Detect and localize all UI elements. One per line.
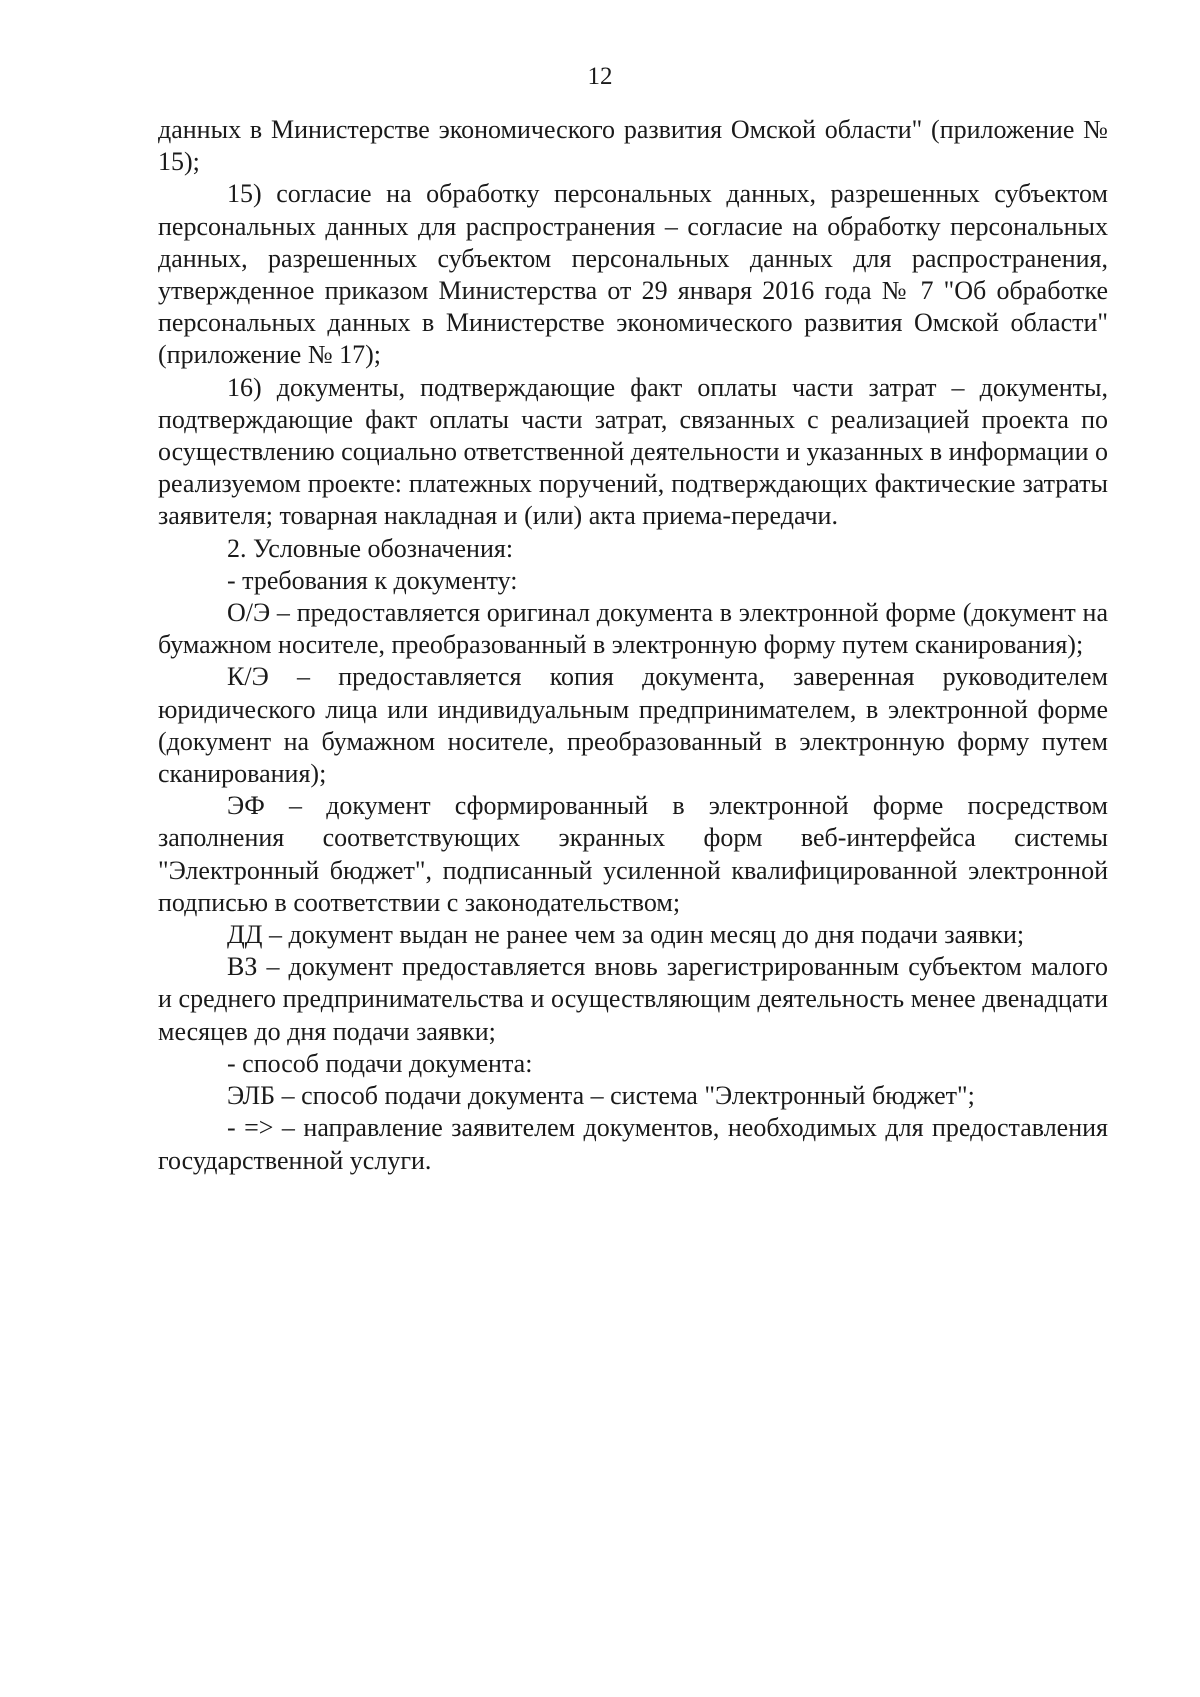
subheading-document-requirements: - требования к документу:: [227, 565, 518, 595]
page-number: 12: [587, 63, 613, 90]
legend-item-oe: О/Э – предоставляется оригинал документа в электронной форме (документ на бумажном носителе, преобразованный в электронную форму путем сканирования);: [158, 598, 1108, 660]
legend-item-vz: ВЗ – документ предоставляется вновь зарегистрированным субъектом малого и среднего предпринимательства и осуществляющим деятельность менее двенадцати месяцев до дня подачи заявки;: [158, 952, 1108, 1046]
legend-item-ef: ЭФ – документ сформированный в электронной форме посредством заполнения соответствующих экранных форм веб-интерфейса системы "Электронный бюджет", подписанный усиленной квалифицированной электронной подписью в соответствии с законодательством;: [158, 791, 1108, 917]
section-heading-legend: 2. Условные обозначения:: [227, 533, 514, 563]
paragraph-item-15: 15) согласие на обработку персональных данных, разрешенных субъектом персональных данных для распространения – согласие на обработку персональных данных, разрешенных субъектом персональных данных для распространения, утвержденное приказом Министерства от 29 января 2016 года № 7 "Об обработке персональных данных в Министерстве экономического развития Омской области" (приложение № 17);: [158, 179, 1108, 370]
legend-item-ke: К/Э – предоставляется копия документа, заверенная руководителем юридического лица или индивидуальным предпринимателем, в электронной форме (документ на бумажном носителе, преобразованный в электронную форму путем сканирования);: [158, 662, 1108, 789]
legend-item-arrow: - => – направление заявителем документов, необходимых для предоставления государственной услуги.: [158, 1113, 1108, 1175]
paragraph-continuation: данных в Министерстве экономического развития Омской области" (приложение № 15);: [158, 115, 1108, 177]
subheading-submission-method: - способ подачи документа:: [227, 1048, 533, 1078]
legend-item-dd: ДД – документ выдан не ранее чем за один месяц до дня подачи заявки;: [227, 920, 1025, 950]
document-body: [158, 114, 1108, 1177]
legend-item-elb: ЭЛБ – способ подачи документа – система "Электронный бюджет";: [227, 1081, 975, 1111]
paragraph-item-16: 16) документы, подтверждающие факт оплаты части затрат – документы, подтверждающие факт оплаты части затрат, связанных с реализацией проекта по осуществлению социально ответственной деятельности и указанных в информации о реализуемом проекте: платежных поручений, подтверждающих фактические затраты заявителя; товарная накладная и (или) акта приема-передачи.: [158, 372, 1108, 531]
